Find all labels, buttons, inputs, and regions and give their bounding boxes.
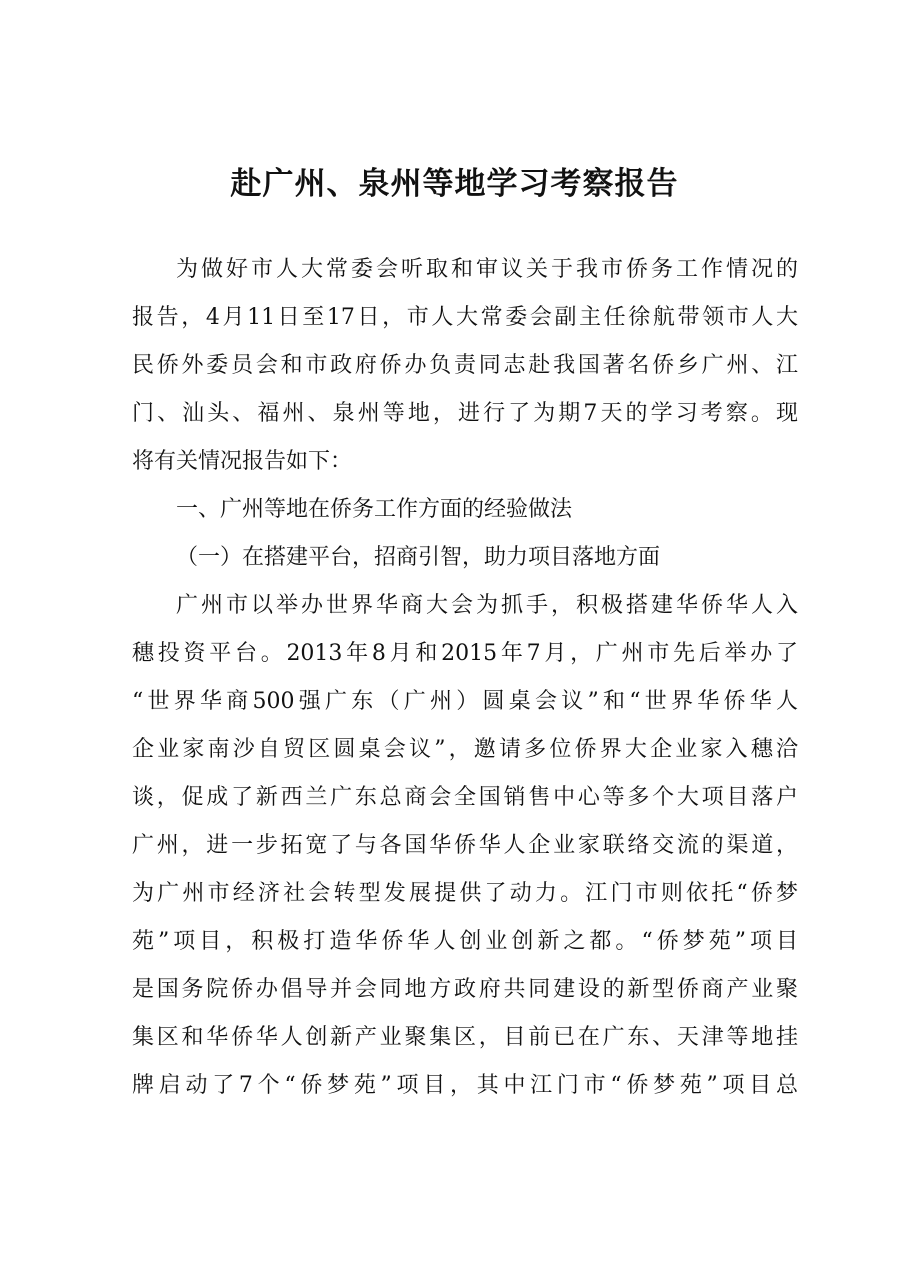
body-line: 将有关情况报告如下： (132, 449, 353, 474)
body-line: 为做好市人大常委会听取和审议关于我市侨务工作情况的 (176, 257, 798, 282)
body-line: “世界华商500强广东（广州）圆桌会议”和“世界华侨华人 (132, 689, 798, 714)
body-line: 广州市以举办世界华商大会为抓手，积极搭建华侨华人入 (176, 593, 798, 618)
body-line: 苑”项目，积极打造华侨华人创业创新之都。“侨梦苑”项目 (132, 929, 798, 954)
body-line: 是国务院侨办倡导并会同地方政府共同建设的新型侨商产业聚 (132, 977, 798, 1002)
body-line: （一）在搭建平台，招商引智，助力项目落地方面 (176, 545, 661, 570)
body-line: 一、广州等地在侨务工作方面的经验做法 (176, 497, 573, 522)
document-body (132, 246, 798, 1110)
body-line: 谈，促成了新西兰广东总商会全国销售中心等多个大项目落户 (132, 785, 798, 810)
body-line: 广州，进一步拓宽了与各国华侨华人企业家联络交流的渠道， (132, 833, 798, 858)
body-line: 企业家南沙自贸区圆桌会议”，邀请多位侨界大企业家入穗洽 (132, 737, 798, 762)
body-line: 集区和华侨华人创新产业聚集区，目前已在广东、天津等地挂 (132, 1025, 798, 1050)
body-line: 为广州市经济社会转型发展提供了动力。江门市则依托“侨梦 (132, 881, 798, 906)
body-line: 穗投资平台。2013年8月和2015年7月，广州市先后举办了 (132, 641, 798, 666)
body-line: 报告，4月11日至17日，市人大常委会副主任徐航带领市人大 (132, 305, 798, 330)
document-title: 赴广州、泉州等地学习考察报告 (230, 166, 679, 202)
body-line: 门、汕头、福州、泉州等地，进行了为期7天的学习考察。现 (132, 401, 798, 426)
body-line: 牌启动了7个“侨梦苑”项目，其中江门市“侨梦苑”项目总 (132, 1073, 798, 1098)
body-line: 民侨外委员会和市政府侨办负责同志赴我国著名侨乡广州、江 (132, 353, 798, 378)
